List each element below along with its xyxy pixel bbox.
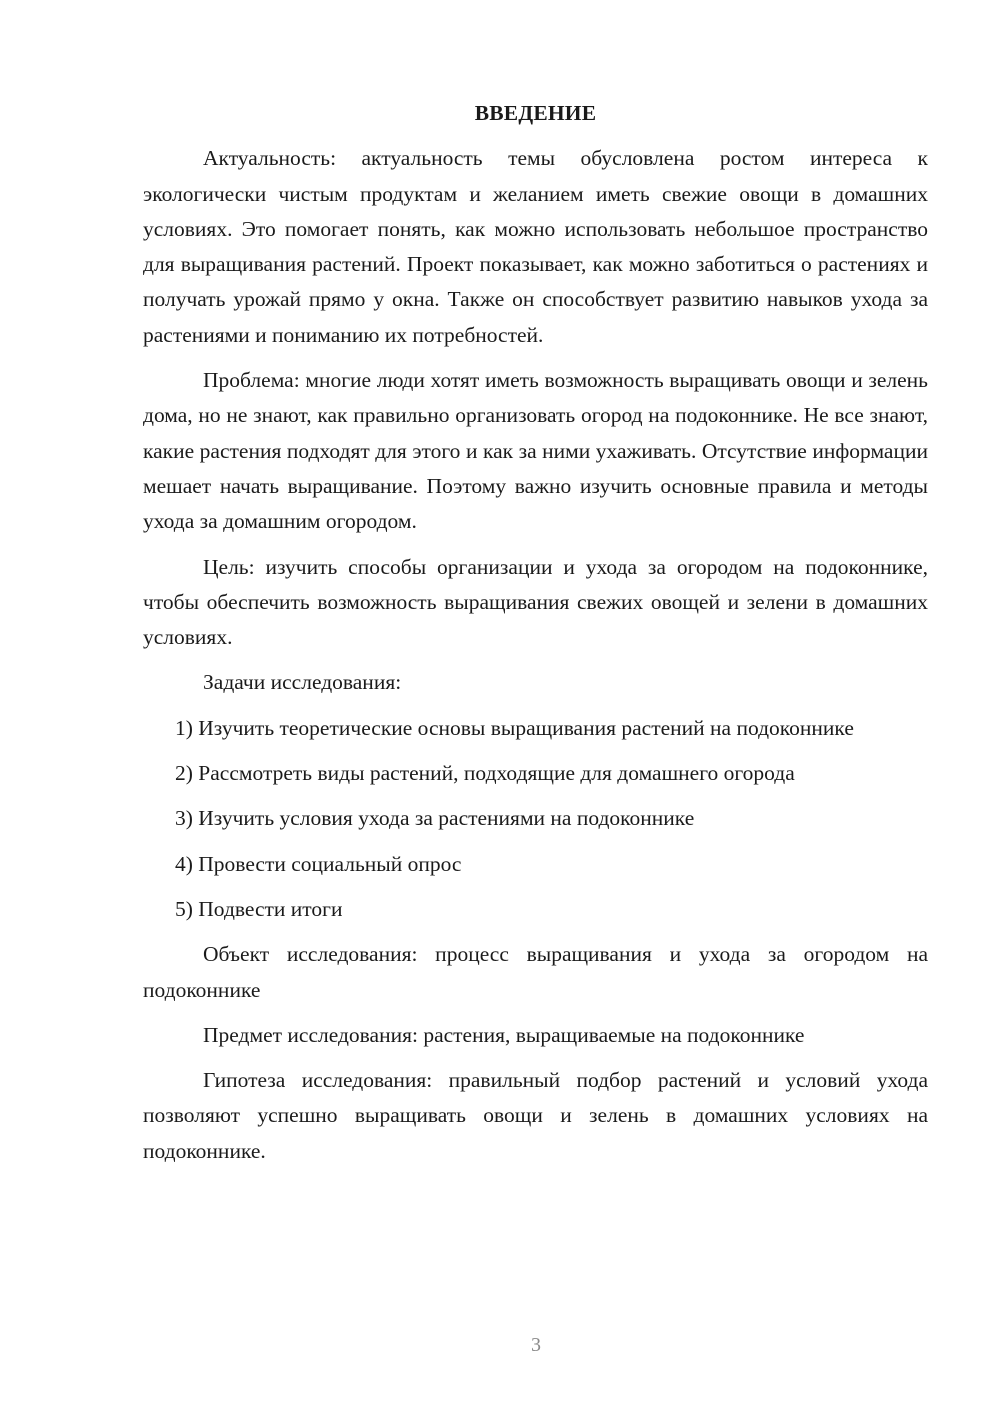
section-title: ВВЕДЕНИЕ	[474, 101, 597, 125]
tasks-list	[143, 711, 928, 927]
paragraph-relevance: Актуальность: актуальность темы обусловлена ростом интереса к экологически чистым продуктам и желанием иметь свежие овощи в домашних условиях. Это помогает понять, как можно использовать небольшое пространство для выращивания растений. Проект показывает, как можно заботиться о растениях и получать урожай прямо у окна. Также он способствует развитию навыков ухода за растениями и пониманию их потребностей.	[143, 146, 928, 347]
tasks-label: Задачи исследования:	[203, 670, 402, 695]
list-item: 4) Провести социальный опрос	[175, 851, 462, 876]
paragraph-subject: Предмет исследования: растения, выращиваемые на подоконнике	[203, 1022, 805, 1047]
paragraph-goal: Цель: изучить способы организации и ухода за огородом на подоконнике, чтобы обеспечить возможность выращивания свежих овощей и зелени в домашних условиях.	[143, 554, 928, 650]
list-item: 1) Изучить теоретические основы выращивания растений на подоконнике	[175, 715, 854, 740]
paragraph-problem: Проблема: многие люди хотят иметь возможность выращивать овощи и зелень дома, но не знают, как правильно организовать огород на подоконнике. Не все знают, какие растения подходят для этого и как за ними ухаживать. Отсутствие информации мешает начать выращивание. Поэтому важно изучить основные правила и методы ухода за домашним огородом.	[143, 368, 928, 534]
list-item: 2) Рассмотреть виды растений, подходящие для домашнего огорода	[175, 761, 795, 786]
list-item: 5) Подвести итоги	[175, 896, 343, 921]
page-number: 3	[531, 1334, 541, 1356]
document-page	[143, 96, 928, 1179]
paragraph-hypothesis: Гипотеза исследования: правильный подбор растений и условий ухода позволяют успешно выращивать овощи и зелень в домашних условиях на подоконнике.	[143, 1068, 928, 1163]
paragraph-object: Объект исследования: процесс выращивания и ухода за огородом на подоконнике	[143, 942, 928, 1002]
list-item: 3) Изучить условия ухода за растениями на подоконнике	[175, 806, 695, 831]
